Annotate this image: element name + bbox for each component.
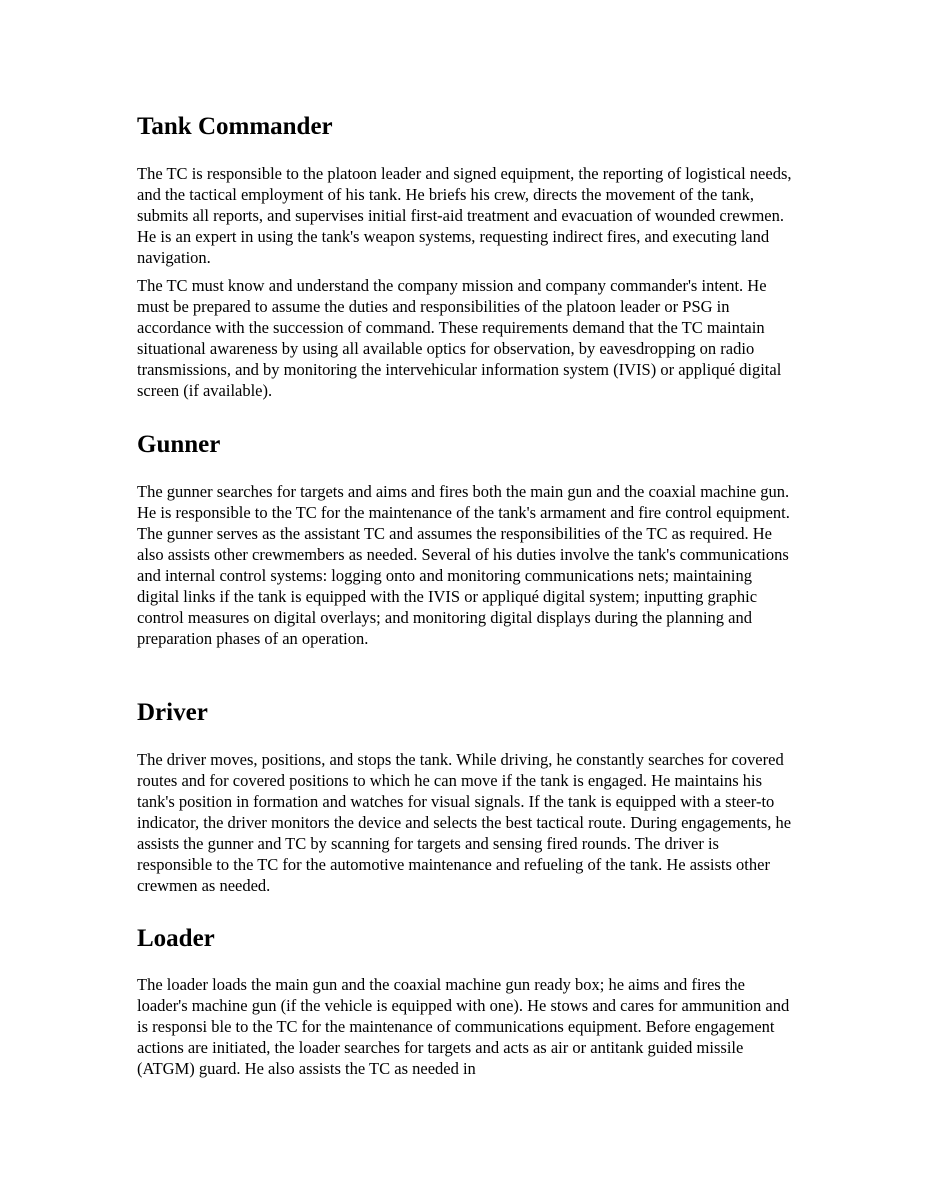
paragraph-loader-1: The loader loads the main gun and the coaxial machine gun ready box; he aims and fires the loader's machine gun (if the vehicle is equipped with one). He stows and cares for ammunition and is responsi ble to the TC for the maintenance of communications equipment. Before engagement actions are initiated, the loader searches for targets and acts as air or antitank guided missile (ATGM) guard. He also assists the TC as needed in [137, 975, 790, 1078]
heading-loader: Loader [137, 925, 215, 952]
paragraph-tank-commander-2: The TC must know and understand the company mission and company commander's intent. He must be prepared to assume the duties and responsibilities of the platoon leader or PSG in accordance with the succession of command. These requirements demand that the TC maintain situational awareness by using all available optics for observation, by eavesdropping on radio transmissions, and by monitoring the intervehicular information system (IVIS) or appliqué digital screen (if available). [137, 276, 782, 400]
paragraph-tank-commander-1: The TC is responsible to the platoon leader and signed equipment, the reporting of logistical needs, and the tactical employment of his tank. He briefs his crew, directs the movement of the tank, submits all reports, and supervises initial first-aid treatment and evacuation of wounded crewmen. He is an expert in using the tank's weapon systems, requesting indirect fires, and executing land navigation. [137, 164, 792, 267]
heading-tank-commander: Tank Commander [137, 113, 333, 140]
heading-driver: Driver [137, 699, 208, 726]
heading-gunner: Gunner [137, 431, 221, 458]
paragraph-driver-1: The driver moves, positions, and stops the tank. While driving, he constantly searches for covered routes and for covered positions to which he can move if the tank is engaged. He maintains his tank's position in formation and watches for visual signals. If the tank is equipped with a steer-to indicator, the driver monitors the device and selects the best tactical route. During engagements, he assists the gunner and TC by scanning for targets and sensing fired rounds. The driver is responsible to the TC for the automotive maintenance and refueling of the tank. He assists other crewmen as needed. [137, 750, 792, 895]
paragraph-gunner-1: The gunner searches for targets and aims and fires both the main gun and the coaxial machine gun. He is responsible to the TC for the maintenance of the tank's armament and fire control equipment. The gunner serves as the assistant TC and assumes the responsibilities of the TC as required. He also assists other crewmembers as needed. Several of his duties involve the tank's communications and internal control systems: logging onto and monitoring communications nets; maintaining digital links if the tank is equipped with the IVIS or appliqué digital system; inputting graphic control measures on digital overlays; and monitoring digital displays during the planning and preparation phases of an operation. [137, 482, 790, 648]
